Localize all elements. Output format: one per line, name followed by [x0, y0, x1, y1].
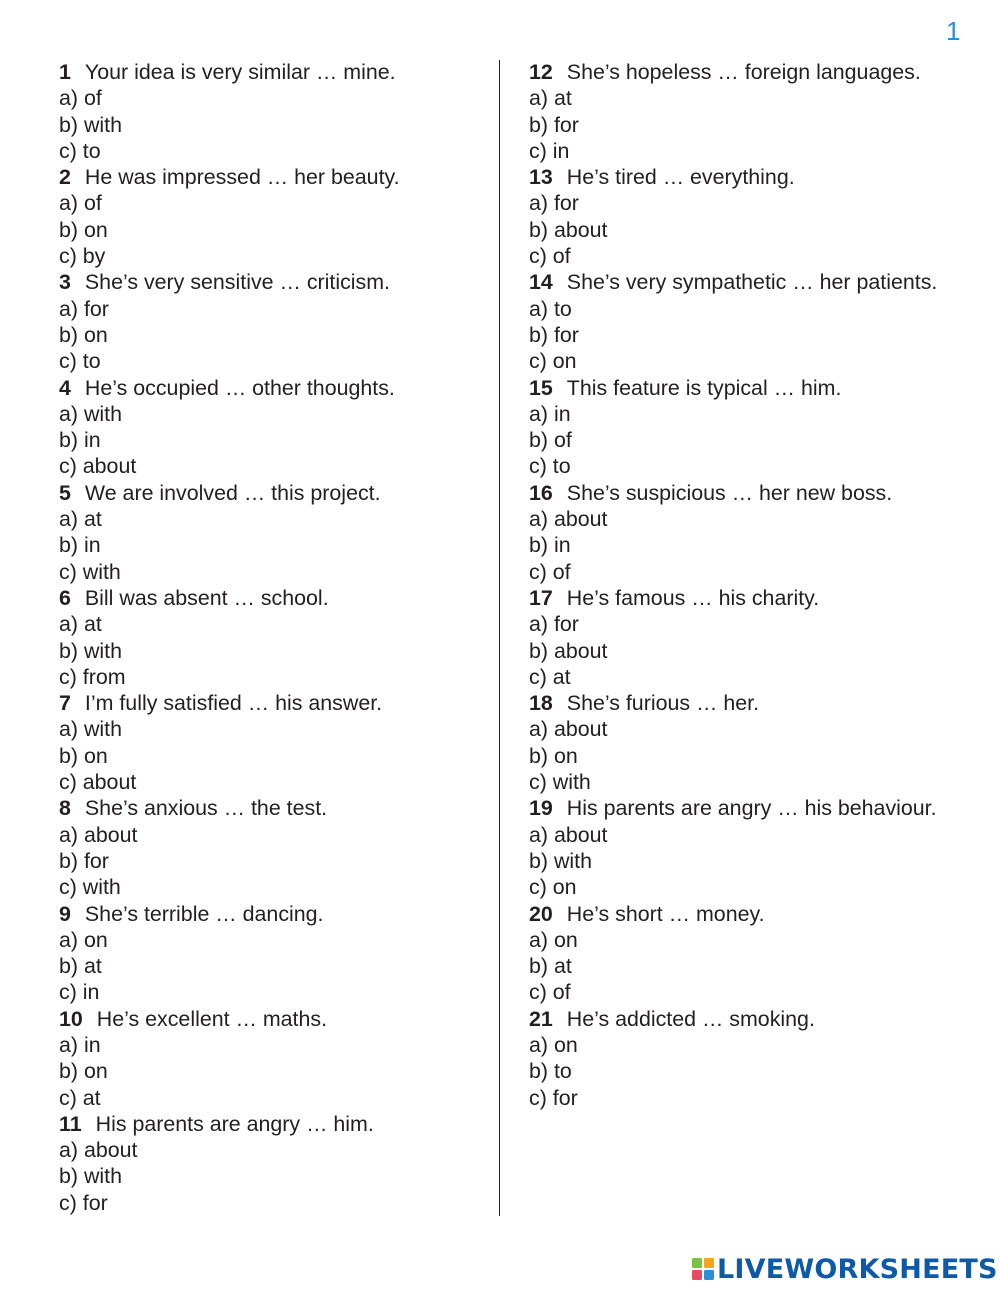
- question-text: He’s short … money.: [566, 901, 765, 926]
- question-2: [59, 164, 489, 190]
- answer-option: b) on: [59, 217, 108, 242]
- answer-option: b) with: [59, 112, 123, 137]
- question-10: [59, 1006, 489, 1032]
- answer-option: a) on: [529, 927, 578, 952]
- answer-option: c) at: [59, 1085, 101, 1110]
- answer-option: c) in: [59, 980, 100, 1005]
- question-3: [59, 269, 489, 295]
- answer-option: b) at: [59, 954, 102, 979]
- answer-option: b) with: [529, 848, 593, 873]
- question-number: 12: [529, 60, 553, 84]
- answer-option: a) at: [59, 507, 102, 532]
- question-text: His parents are angry … his behaviour.: [566, 796, 937, 821]
- question-text: She’s hopeless … foreign languages.: [566, 60, 921, 84]
- answer-option: b) in: [59, 428, 101, 453]
- question-7: [59, 690, 489, 716]
- answer-option: b) about: [529, 217, 608, 242]
- answer-option: b) with: [59, 638, 123, 663]
- question-number: 5: [59, 480, 71, 505]
- liveworksheets-logo-icon: [692, 1258, 714, 1280]
- question-number: 1: [59, 60, 71, 84]
- answer-option: a) about: [529, 822, 608, 847]
- answer-option: b) with: [59, 1164, 123, 1189]
- answer-option: b) to: [529, 1059, 572, 1084]
- question-number: 14: [529, 270, 553, 295]
- answer-option: c) to: [59, 349, 101, 374]
- question-number: 2: [59, 165, 71, 190]
- question-text: She’s furious … her.: [566, 691, 760, 716]
- question-text: She’s suspicious … her new boss.: [566, 480, 893, 505]
- question-9: [59, 901, 489, 927]
- question-number: 11: [59, 1111, 82, 1136]
- answer-option: a) of: [59, 86, 102, 111]
- answer-option: a) for: [529, 612, 579, 637]
- answer-option: b) on: [59, 1059, 108, 1084]
- left-column: [59, 59, 489, 1216]
- answer-option: a) about: [59, 1138, 138, 1163]
- answer-option: c) to: [59, 138, 101, 163]
- question-number: 9: [59, 901, 71, 926]
- question-15: [529, 375, 949, 401]
- question-number: 8: [59, 796, 71, 821]
- page-number: 1: [946, 16, 961, 46]
- answer-option: c) from: [59, 664, 126, 689]
- question-number: 16: [529, 480, 553, 505]
- answer-option: a) to: [529, 296, 572, 321]
- question-number: 17: [529, 585, 553, 610]
- question-text: She’s very sensitive … criticism.: [84, 270, 390, 295]
- question-4: [59, 375, 489, 401]
- question-number: 18: [529, 691, 553, 716]
- question-20: [529, 901, 949, 927]
- question-text: This feature is typical … him.: [566, 375, 842, 400]
- answer-option: c) with: [59, 559, 121, 584]
- question-text: He’s excellent … maths.: [96, 1006, 328, 1031]
- question-text: His parents are angry … him.: [95, 1111, 374, 1136]
- answer-option: c) at: [529, 664, 571, 689]
- question-16: [529, 480, 949, 506]
- answer-option: a) at: [59, 612, 102, 637]
- question-text: He’s occupied … other thoughts.: [84, 375, 395, 400]
- answer-option: c) by: [59, 244, 106, 269]
- answer-option: a) on: [59, 927, 108, 952]
- right-column: [529, 59, 949, 1111]
- question-number: 6: [59, 585, 71, 610]
- question-text: Your idea is very similar … mine.: [84, 60, 396, 84]
- question-18: [529, 690, 949, 716]
- answer-option: c) on: [529, 875, 577, 900]
- question-14: [529, 269, 949, 295]
- question-12: [529, 59, 949, 85]
- question-8: [59, 795, 489, 821]
- question-number: 21: [529, 1006, 553, 1031]
- question-text: Bill was absent … school.: [84, 585, 329, 610]
- answer-option: c) about: [59, 454, 137, 479]
- answer-option: b) of: [529, 428, 572, 453]
- answer-option: b) about: [529, 638, 608, 663]
- question-text: He was impressed … her beauty.: [84, 165, 400, 190]
- answer-option: c) about: [59, 770, 137, 795]
- answer-option: c) with: [529, 770, 591, 795]
- answer-option: a) in: [59, 1032, 101, 1057]
- answer-option: c) with: [59, 875, 121, 900]
- question-11: [59, 1111, 489, 1137]
- answer-option: a) about: [59, 822, 138, 847]
- answer-option: b) at: [529, 954, 572, 979]
- question-21: [529, 1006, 949, 1032]
- answer-option: b) in: [59, 533, 101, 558]
- answer-option: b) on: [529, 743, 578, 768]
- answer-option: c) of: [529, 980, 571, 1005]
- answer-option: c) for: [529, 1085, 578, 1110]
- answer-option: a) at: [529, 86, 572, 111]
- question-number: 20: [529, 901, 553, 926]
- question-17: [529, 585, 949, 611]
- liveworksheets-logo: [692, 1252, 998, 1286]
- logo-text: LIVEWORKSHEETS: [717, 1253, 998, 1285]
- answer-option: c) of: [529, 244, 571, 269]
- question-text: She’s anxious … the test.: [84, 796, 328, 821]
- answer-option: a) with: [59, 717, 123, 742]
- answer-option: c) of: [529, 559, 571, 584]
- answer-option: a) in: [529, 401, 571, 426]
- answer-option: a) with: [59, 401, 123, 426]
- answer-option: b) on: [59, 322, 108, 347]
- question-text: She’s terrible … dancing.: [84, 901, 324, 926]
- answer-option: b) for: [529, 322, 579, 347]
- question-text: I’m fully satisfied … his answer.: [84, 691, 383, 716]
- question-number: 7: [59, 691, 71, 716]
- answer-option: b) for: [529, 112, 579, 137]
- answer-option: b) for: [59, 848, 109, 873]
- answer-option: b) in: [529, 533, 571, 558]
- answer-option: c) on: [529, 349, 577, 374]
- question-number: 4: [59, 375, 71, 400]
- answer-option: c) to: [529, 454, 571, 479]
- answer-option: a) on: [529, 1032, 578, 1057]
- column-divider: [499, 60, 500, 1216]
- question-number: 13: [529, 165, 553, 190]
- answer-option: c) in: [529, 138, 570, 163]
- answer-option: b) on: [59, 743, 108, 768]
- question-5: [59, 480, 489, 506]
- answer-option: a) for: [59, 296, 109, 321]
- question-text: She’s very sympathetic … her patients.: [566, 270, 938, 295]
- question-6: [59, 585, 489, 611]
- question-13: [529, 164, 949, 190]
- question-text: He’s addicted … smoking.: [566, 1006, 815, 1031]
- question-1: [59, 59, 489, 85]
- answer-option: a) of: [59, 191, 102, 216]
- answer-option: a) about: [529, 717, 608, 742]
- question-text: He’s tired … everything.: [566, 165, 795, 190]
- question-number: 15: [529, 375, 553, 400]
- question-number: 19: [529, 796, 553, 821]
- question-text: He’s famous … his charity.: [566, 585, 820, 610]
- question-number: 3: [59, 270, 71, 295]
- question-text: We are involved … this project.: [84, 480, 381, 505]
- answer-option: a) for: [529, 191, 579, 216]
- answer-option: c) for: [59, 1190, 108, 1215]
- question-number: 10: [59, 1006, 83, 1031]
- question-19: [529, 795, 949, 821]
- answer-option: a) about: [529, 507, 608, 532]
